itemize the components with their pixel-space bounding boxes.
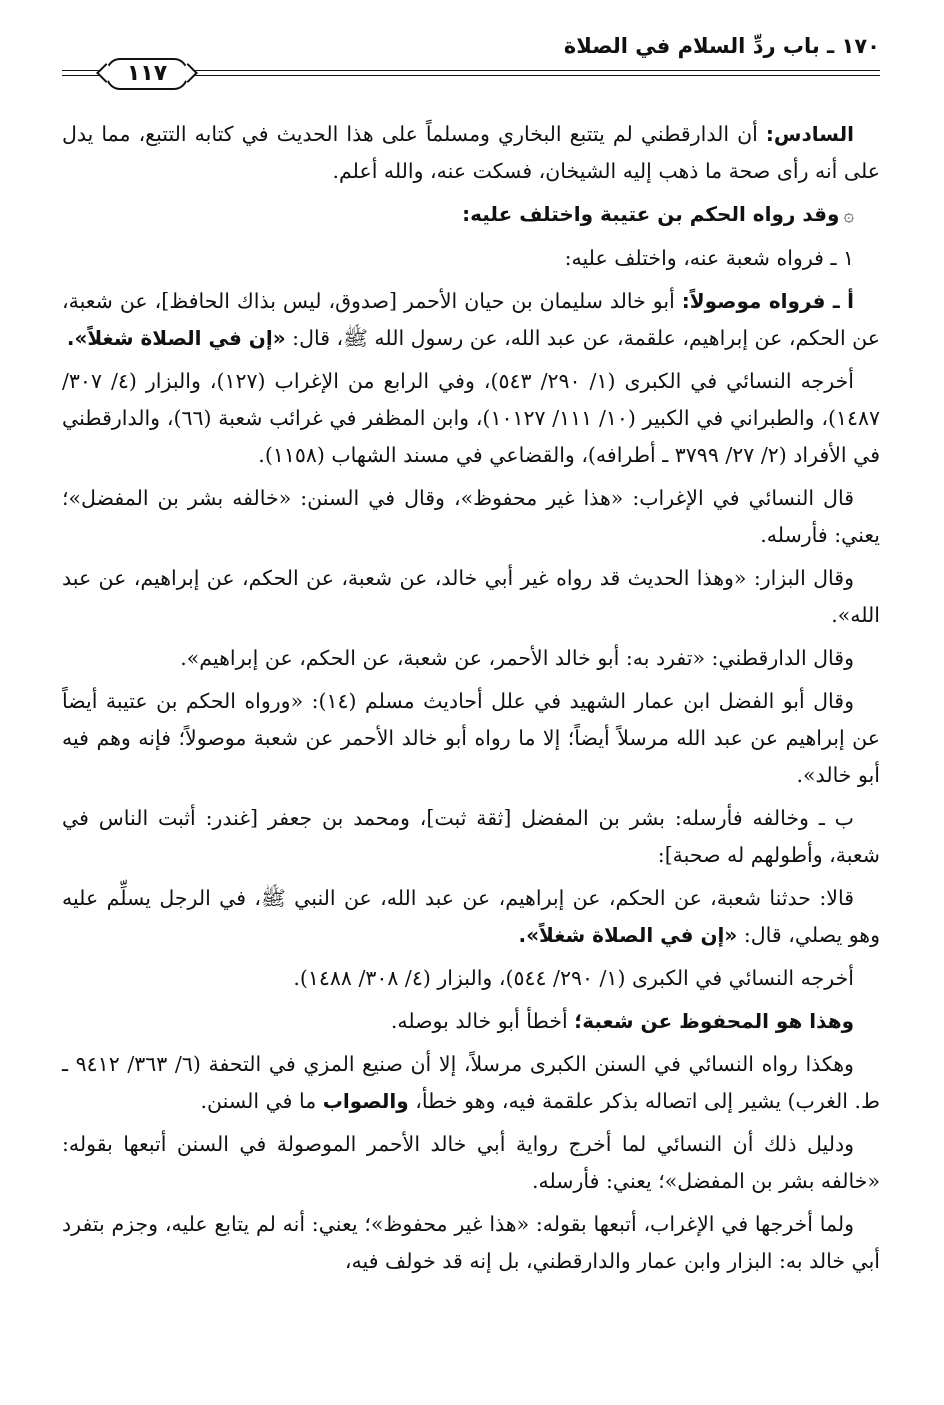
paragraph-text: ولما أخرجها في الإغراب، أتبعها بقوله: «هذا غير محفوظ»؛ يعني: أنه لم يتابع عليه، وجزم بتفرد أبي خالد به: البزار وابن عمار والدارقطني، بل إنه قد خولف فيه، bbox=[62, 1212, 880, 1273]
paragraph-tail: ما في السنن. bbox=[200, 1089, 323, 1113]
paragraph bbox=[62, 960, 880, 997]
page-header bbox=[62, 34, 880, 94]
ornament-icon: ۞ bbox=[843, 205, 854, 226]
paragraph-text: أخطأ أبو خالد بوصله. bbox=[390, 1009, 575, 1033]
paragraph-text: ودليل ذلك أن النسائي لما أخرج رواية أبي خالد الأحمر الموصولة في السنن أتبعها بقوله: «خالفه بشر بن المفضل»؛ يعني: فأرسله. bbox=[62, 1132, 880, 1193]
paragraph bbox=[62, 1003, 880, 1040]
paragraph bbox=[62, 363, 880, 474]
chapter-title: ١٧٠ ـ باب ردِّ السلام في الصلاة bbox=[563, 34, 880, 58]
paragraph-text: أبو خالد سليمان بن حيان الأحمر [صدوق، ليس بذاك الحافظ]، عن شعبة، عن الحكم، عن إبراهيم، علقمة، عن عبد الله، عن رسول الله ﷺ، قال: bbox=[62, 289, 880, 350]
paragraph-emphasis: «إن في الصلاة شغلاً». bbox=[518, 923, 738, 947]
paragraph-text: وقال أبو الفضل ابن عمار الشهيد في علل أحاديث مسلم (١٤): «ورواه الحكم بن عتيبة أيضاً عن إبراهيم عن عبد الله مرسلاً أيضاً؛ إلا ما رواه أبو خالد الأحمر عن شعبة موصولاً؛ فإنه وهم فيه أبو خالد». bbox=[62, 689, 880, 787]
paragraph-emphasis: والصواب bbox=[322, 1089, 409, 1113]
header-rule bbox=[182, 70, 880, 76]
paragraph-text: أخرجه النسائي في الكبرى (١/ ٢٩٠/ ٥٤٤)، والبزار (٤/ ٣٠٨/ ١٤٨٨). bbox=[293, 966, 854, 990]
paragraph-emphasis: «إن في الصلاة شغلاً». bbox=[66, 326, 286, 350]
paragraph-text: قالا: حدثنا شعبة، عن الحكم، عن إبراهيم، عن عبد الله، عن النبي ﷺ، في الرجل يسلِّم عليه وهو يصلي، قال: bbox=[62, 886, 880, 947]
paragraph-lead: وقد رواه الحكم بن عتيبة واختلف عليه: bbox=[462, 202, 840, 226]
paragraph bbox=[62, 880, 880, 954]
paragraph bbox=[62, 560, 880, 634]
paragraph-text: ب ـ وخالفه فأرسله: بشر بن المفضل [ثقة ثبت]، ومحمد بن جعفر [غندر: أثبت الناس في شعبة، وأطولهم له صحبة]: bbox=[62, 806, 880, 867]
document-page bbox=[62, 34, 880, 1374]
paragraph-text: وقال البزار: «وهذا الحديث قد رواه غير أبي خالد، عن شعبة، عن الحكم، عن إبراهيم، عن عبد الله». bbox=[62, 566, 880, 627]
body-text bbox=[62, 116, 880, 1286]
paragraph-text: أخرجه النسائي في الكبرى (١/ ٢٩٠/ ٥٤٣)، وفي الرابع من الإغراب (١٢٧)، والبزار (٤/ ٣٠٧/ ١٤٨٧)، والطبراني في الكبير (١٠/ ١١١/ ١٠١٢٧)، وابن المظفر في غرائب شعبة (٦٦)، والدارقطني في الأفراد (٢/ ٢٧/ ٣٧٩٩ ـ أطرافه)، والقضاعي في مسند الشهاب (١١٥٨). bbox=[62, 369, 880, 467]
page-number: ١١٧ bbox=[106, 58, 188, 90]
paragraph bbox=[62, 116, 880, 190]
paragraph bbox=[62, 240, 880, 277]
paragraph-text: وقال الدارقطني: «تفرد به: أبو خالد الأحمر، عن شعبة، عن الحكم، عن إبراهيم». bbox=[180, 646, 854, 670]
paragraph-lead: السادس: bbox=[765, 122, 854, 146]
paragraph bbox=[62, 640, 880, 677]
paragraph bbox=[62, 800, 880, 874]
paragraph bbox=[62, 1206, 880, 1280]
paragraph bbox=[62, 283, 880, 357]
paragraph-text: وهكذا رواه النسائي في السنن الكبرى مرسلاً، إلا أن صنيع المزي في التحفة (٦/ ٣٦٣/ ٩٤١٢ ـ ط. الغرب) يشير إلى اتصاله بذكر علقمة فيه، وهو خطأ، bbox=[62, 1052, 880, 1113]
paragraph bbox=[62, 1046, 880, 1120]
paragraph bbox=[62, 683, 880, 794]
paragraph bbox=[62, 196, 880, 234]
paragraph-lead: وهذا هو المحفوظ عن شعبة؛ bbox=[574, 1009, 854, 1033]
paragraph bbox=[62, 1126, 880, 1200]
paragraph-lead: أ ـ فرواه موصولاً: bbox=[681, 289, 854, 313]
paragraph bbox=[62, 480, 880, 554]
paragraph-text: قال النسائي في الإغراب: «هذا غير محفوظ»، وقال في السنن: «خالفه بشر بن المفضل»؛ يعني: فأرسله. bbox=[62, 486, 880, 547]
paragraph-text: ١ ـ فرواه شعبة عنه، واختلف عليه: bbox=[564, 246, 854, 270]
paragraph-text: أن الدارقطني لم يتتبع البخاري ومسلماً على هذا الحديث في كتابه التتبع، مما يدل على أنه رأى صحة ما ذهب إليه الشيخان، فسكت عنه، والله أعلم. bbox=[62, 122, 880, 183]
